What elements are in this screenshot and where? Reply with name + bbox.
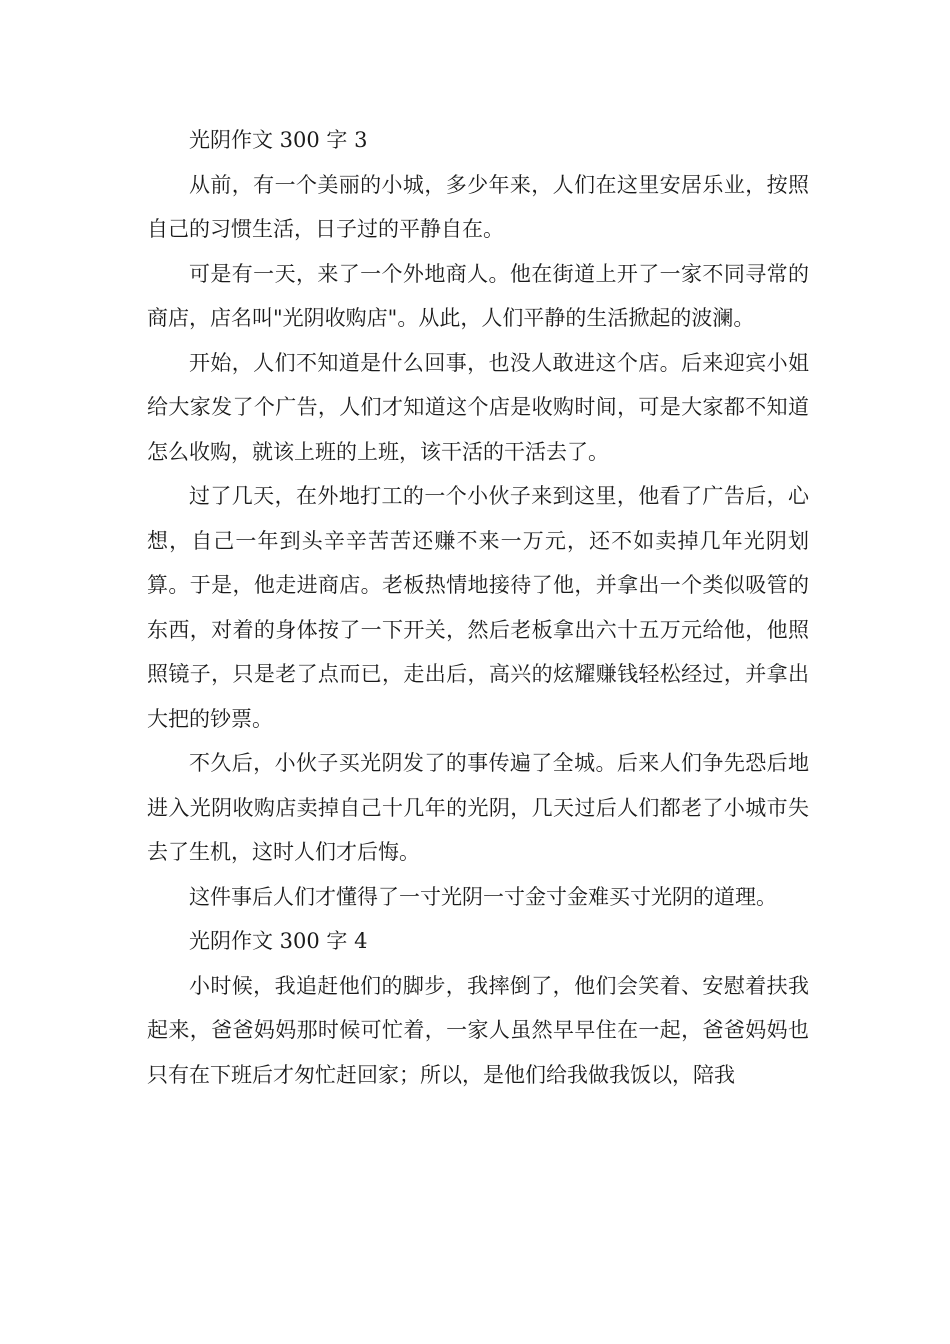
paragraph: 小时候，我追赶他们的脚步，我摔倒了，他们会笑着、安慰着扶我起来，爸爸妈妈那时候可忙着，一家人虽然早早住在一起，爸爸妈妈也只有在下班后才匆忙赶回家；所以，是他们给我做我饭以，陪我 — [147, 973, 809, 1087]
section-heading-3: 光阴作文 300 字 3 — [189, 128, 368, 152]
paragraph: 可是有一天，来了一个外地商人。他在街道上开了一家不同寻常的商店，店名叫"光阴收购店"。从此，人们平静的生活掀起的波澜。 — [147, 261, 809, 330]
paragraph: 开始，人们不知道是什么回事，也没人敢进这个店。后来迎宾小姐给大家发了个广告，人们才知道这个店是收购时间，可是大家都不知道怎么收购，就该上班的上班，该干活的干活去了。 — [147, 350, 809, 464]
paragraph: 从前，有一个美丽的小城，多少年来，人们在这里安居乐业，按照自己的习惯生活，日子过的平静自在。 — [147, 172, 809, 241]
paragraph: 这件事后人们才懂得了一寸光阴一寸金寸金难买寸光阴的道理。 — [189, 884, 777, 909]
paragraph: 不久后，小伙子买光阴发了的事传遍了全城。后来人们争先恐后地进入光阴收购店卖掉自己十几年的光阴，几天过后人们都老了小城市失去了生机，这时人们才后悔。 — [147, 751, 809, 864]
paragraph: 过了几天，在外地打工的一个小伙子来到这里，他看了广告后，心想，自己一年到头辛辛苦苦还赚不来一万元，还不如卖掉几年光阴划算。于是，他走进商店。老板热情地接待了他，并拿出一个类似吸管的东西，对着的身体按了一下开关，然后老板拿出六十五万元给他，他照照镜子，只是老了点而已，走出后，高兴的炫耀赚钱轻松经过，并拿出大把的钞票。 — [147, 484, 809, 731]
document-body — [147, 118, 809, 1097]
section-heading-4: 光阴作文 300 字 4 — [189, 929, 368, 953]
